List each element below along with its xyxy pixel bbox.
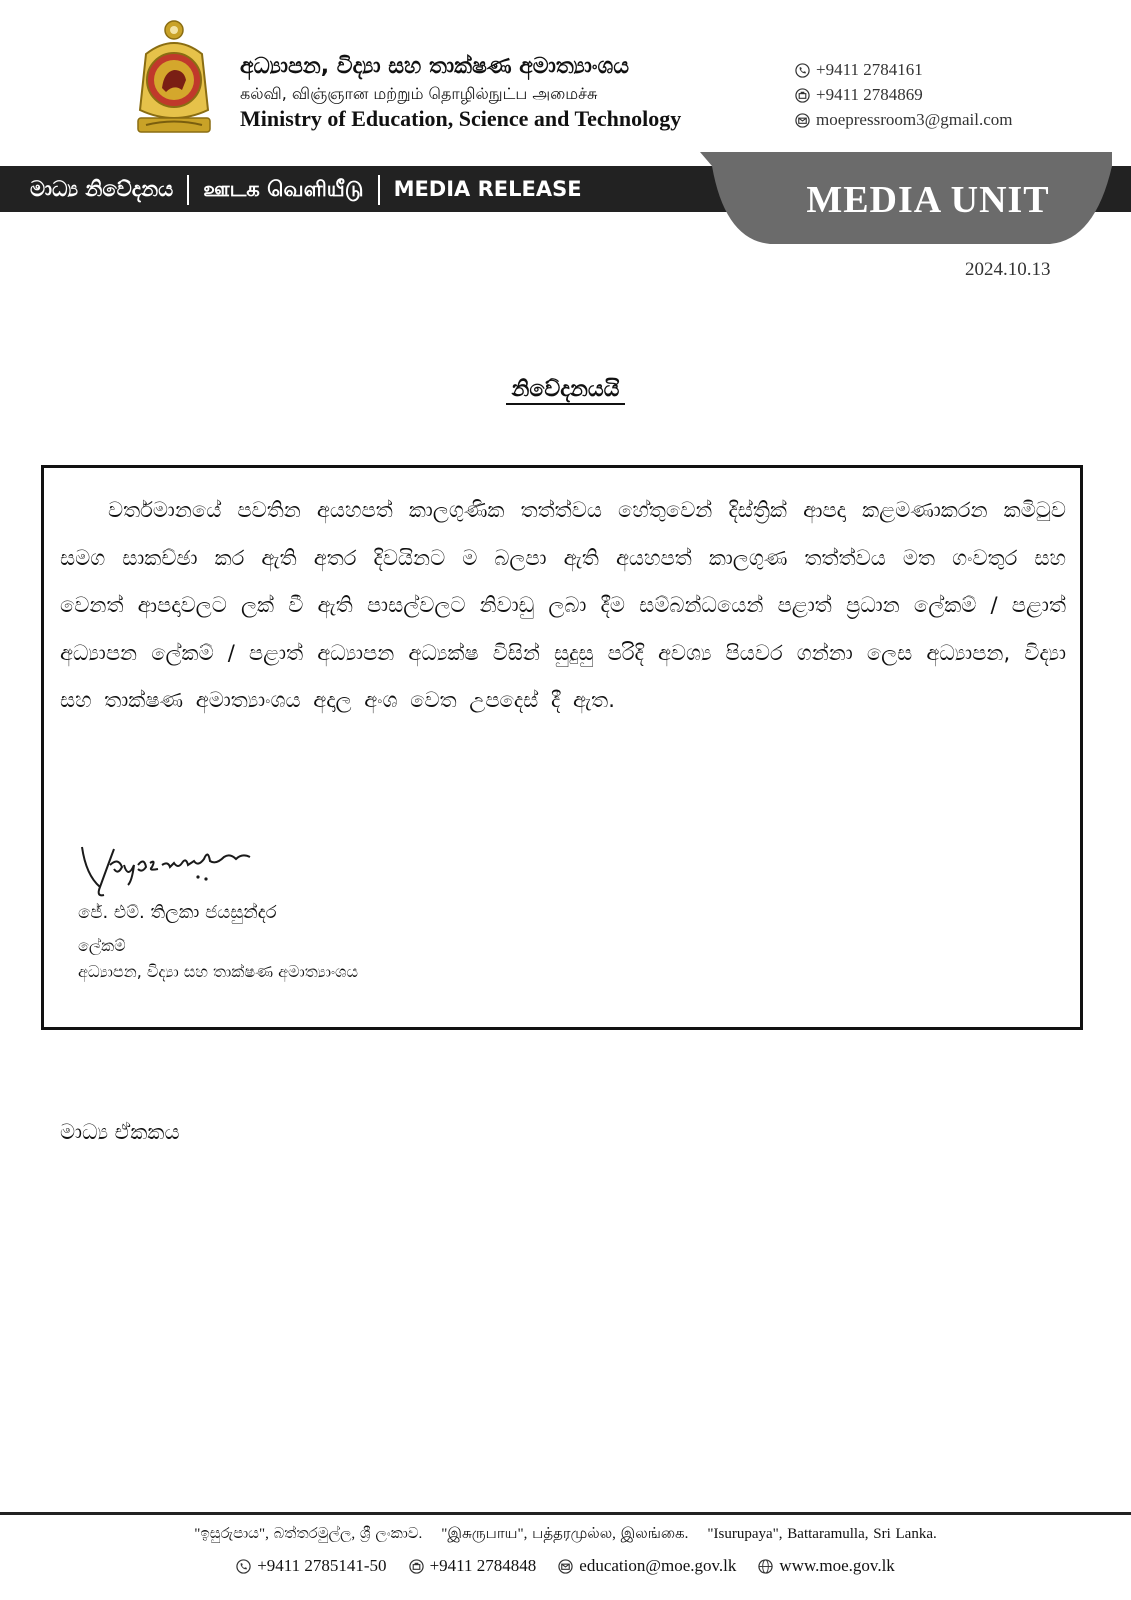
release-date: 2024.10.13 — [965, 259, 1051, 280]
media-unit-label: MEDIA UNIT — [806, 179, 1050, 221]
handwritten-signature — [78, 835, 268, 905]
footer-divider — [0, 1512, 1131, 1515]
footer-phone-number: +9411 2785141-50 — [257, 1556, 387, 1575]
header-phone-number: +9411 2784161 — [816, 60, 923, 79]
fax-icon — [409, 1559, 424, 1574]
footer-website-url: www.moe.gov.lk — [779, 1556, 895, 1575]
phone-icon — [236, 1559, 251, 1574]
notice-body: වර්තමානයේ පවතින අයහපත් කාලගුණික තත්ත්වය හේතුවෙන් දිස්ත්‍රික් ආපදා කළමණාකරන කමිටුව සමග සාකච්ඡා කර ඇති අතර දිවයිනට ම බලපා ඇති අයහපත් කාලගුණ තත්ත්වය මත ගංවතුර සහ වෙනත් ආපදාවලට ලක් වී ඇති පාසල්වලට නිවාඩු ලබා දීම සම්බන්ධයෙන් පළාත් ප්‍රධාන ලේකම් / පළාත් අධ්‍යාපන ලේකම් / පළාත් අධ්‍යාපන අධ්‍යක්ෂ විසින් සුදුසු පරිදි අවශ්‍ය පියවර ගන්නා ලෙස අධ්‍යාපන, විද්‍යා සහ තාක්ෂණ අමාත්‍යාංශය අදාල අංශ වෙත උපදෙස් දී ඇත. — [60, 498, 1066, 712]
header-fax — [795, 85, 923, 105]
banner-divider — [378, 175, 380, 205]
media-release-labels — [30, 166, 582, 212]
header-fax-number: +9411 2784869 — [816, 85, 923, 104]
footer-phone — [236, 1556, 386, 1576]
issued-by-media-unit: මාධ්‍ය ඒකකය — [60, 1120, 180, 1144]
header-phone — [795, 60, 923, 80]
footer-website — [758, 1556, 894, 1576]
footer-email — [558, 1556, 736, 1576]
phone-icon — [795, 63, 810, 78]
header-email — [795, 110, 1012, 130]
footer-fax — [409, 1556, 537, 1576]
footer-contacts — [0, 1556, 1131, 1576]
email-icon — [558, 1559, 573, 1574]
footer-address: "ඉසුරුපාය", බත්තරමුල්ල, ශ්‍රී ලංකාව. "இசுருபாய", பத்தரமுல்ல, இலங்கை. "Isurupaya", Battaramulla, Sri Lanka. — [194, 1526, 937, 1542]
media-release-label-sinhala: මාධ්‍ය නිවේදනය — [30, 177, 174, 201]
ministry-name-sinhala: අධ්‍යාපන, විද්‍යා සහ තාක්ෂණ අමාත්‍යාංශය — [240, 54, 630, 79]
email-icon — [795, 113, 810, 128]
signatory-organization: අධ්‍යාපන, විද්‍යා සහ තාක්ෂණ අමාත්‍යාංශය — [78, 962, 358, 981]
footer-email-address: education@moe.gov.lk — [579, 1556, 737, 1575]
globe-icon — [758, 1559, 773, 1574]
signatory-title: ලේකම් — [78, 936, 126, 955]
fax-icon — [795, 88, 810, 103]
notice-title-text: නිවේදනයයි — [506, 377, 626, 405]
banner-divider — [187, 175, 189, 205]
header-email-address: moepressroom3@gmail.com — [816, 110, 1013, 129]
ministry-name-english: Ministry of Education, Science and Technology — [240, 106, 682, 131]
ministry-name-tamil: கல்வி, விஞ்ஞான மற்றும் தொழில்நுட்ப அமைச்சு — [240, 84, 598, 103]
media-release-label-tamil: ஊடக வெளியீடு — [203, 177, 364, 201]
notice-title — [0, 377, 1131, 402]
national-emblem-logo — [128, 14, 220, 136]
footer-fax-number: +9411 2784848 — [429, 1556, 537, 1575]
media-release-label-english: MEDIA RELEASE — [393, 177, 582, 201]
signatory-name: ජේ. එම්. තිලකා ජයසුන්දර — [78, 902, 277, 923]
